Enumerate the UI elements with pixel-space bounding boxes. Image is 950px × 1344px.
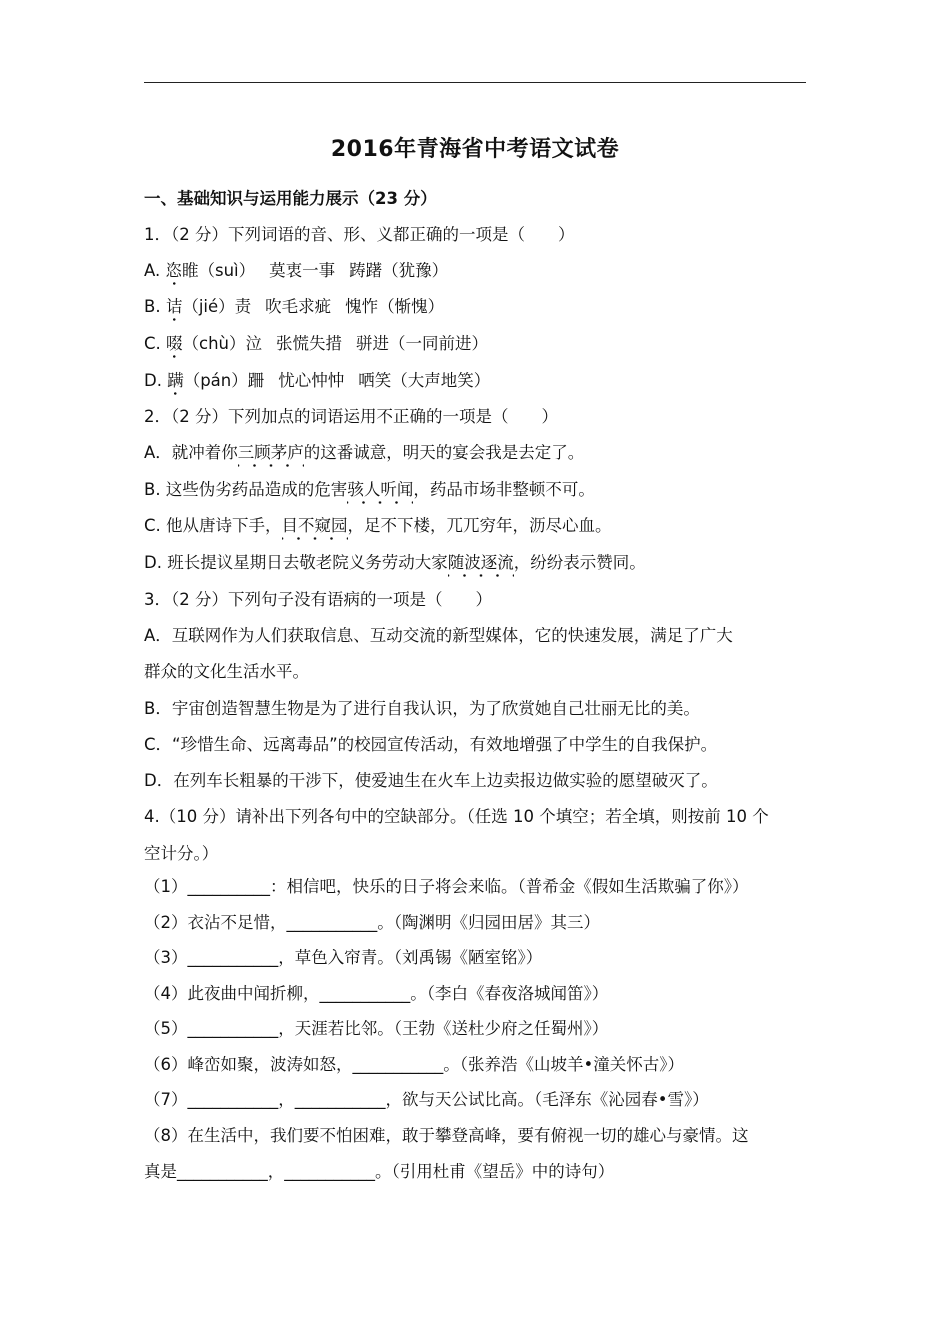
question-2-option-a	[144, 442, 814, 464]
option-word: 忧心忡忡	[278, 371, 345, 390]
option-label: C.	[144, 334, 167, 353]
option-word: 哂笑（大声地笑）	[358, 371, 491, 390]
option-word: 踌躇（犹豫）	[349, 261, 449, 280]
question-3-stem: 3．（2 分）下列句子没有语病的一项是（ ）	[144, 590, 492, 609]
dotted-phrase: 骇人听闻	[347, 480, 414, 499]
question-2-stem: 2．（2 分）下列加点的词语运用不正确的一项是（ ）	[144, 407, 558, 426]
question-1-option-d	[144, 370, 814, 392]
question-1-option-b	[144, 296, 814, 318]
fill-blank-item: （4）此夜曲中闻折柳，___________。（李白《春夜洛城闻笛》）	[144, 984, 609, 1003]
dotted-phrase: 目不窥园	[281, 516, 348, 535]
question-3-option-a-cont: 群众的文化生活水平。	[144, 662, 309, 681]
option-text: B. 这些伪劣药品造成的危害	[144, 480, 348, 499]
question-4-stem-cont: 空计分。）	[144, 844, 219, 863]
dotted-phrase: 三顾茅庐	[237, 443, 304, 462]
option-text: （pán）跚	[183, 371, 265, 390]
option-text: （chù）泣	[182, 334, 263, 353]
option-label: D.	[144, 371, 168, 390]
fill-blank-item: （6）峰峦如聚，波涛如怒，___________。（张养浩《山坡羊•潼关怀古》）	[144, 1055, 684, 1074]
option-label: B.	[144, 297, 166, 316]
fill-blank-item: （2）衣沾不足惜，___________。（陶渊明《归园田居》其三）	[144, 913, 600, 932]
dotted-phrase: 随波逐流	[447, 553, 514, 572]
fill-blank-item: （8）在生活中，我们要不怕困难，敢于攀登高峰，要有俯视一切的雄心与豪情。这	[144, 1126, 749, 1145]
option-text: （jié）责	[182, 297, 252, 316]
option-text: D. 班长提议星期日去敬老院义务劳动大家	[144, 553, 448, 572]
option-word: 吹毛求疵	[265, 297, 332, 316]
question-3-option-d: D．在列车长粗暴的干涉下，使爱迪生在火车上边卖报边做实验的愿望破灭了。	[144, 771, 718, 790]
option-text: 的这番诚意，明天的宴会我是去定了。	[303, 443, 585, 462]
question-3-option-a: A．互联网作为人们获取信息、互动交流的新型媒体，它的快速发展，满足了广大	[144, 626, 733, 645]
option-text: A．就冲着你	[144, 443, 238, 462]
option-word: 骈进（一同前进）	[356, 334, 489, 353]
question-2-option-c	[144, 515, 814, 537]
question-1-option-a	[144, 260, 814, 282]
option-label: A.	[144, 261, 166, 280]
option-text: C. 他从唐诗下手，	[144, 516, 282, 535]
option-text: 睢（suì）	[182, 261, 256, 280]
question-1-option-c	[144, 333, 814, 355]
question-1-stem: 1．（2 分）下列词语的音、形、义都正确的一项是（ ）	[144, 225, 575, 244]
dotted-char: 蹒	[167, 371, 184, 390]
option-word: 张慌失措	[276, 334, 343, 353]
dotted-char: 恣	[165, 261, 182, 280]
option-word: 愧怍（惭愧）	[345, 297, 445, 316]
question-2-option-d	[144, 552, 814, 574]
header-rule	[144, 82, 806, 83]
question-2-option-b	[144, 479, 814, 501]
question-3-option-c: C．“珍惜生命、远离毒品”的校园宣传活动，有效地增强了中学生的自我保护。	[144, 735, 718, 754]
option-text: ，足不下楼，兀兀穷年，沥尽心血。	[347, 516, 612, 535]
question-4-stem: 4.（10 分）请补出下列各句中的空缺部分。（任选 10 个填空；若全填，则按前 10 个	[144, 807, 769, 826]
dotted-char: 啜	[166, 334, 183, 353]
question-3-option-b: B．宇宙创造智慧生物是为了进行自我认识，为了欣赏她自己壮丽无比的美。	[144, 699, 700, 718]
page-title: 2016年青海省中考语文试卷	[330, 137, 620, 162]
fill-blank-item: （7）___________，___________，欲与天公试比高。（毛泽东《沁园春•雪》）	[144, 1090, 709, 1109]
option-text: ，纷纷表示赞同。	[513, 553, 646, 572]
fill-blank-item: （3）___________，草色入帘青。（刘禹锡《陋室铭》）	[144, 948, 543, 967]
dotted-char: 诘	[165, 297, 183, 316]
fill-blank-item: 真是___________，___________。（引用杜甫《望岳》中的诗句）	[144, 1162, 615, 1181]
section-heading: 一、基础知识与运用能力展示（23 分）	[144, 189, 437, 208]
option-word: 莫衷一事	[269, 261, 336, 280]
fill-blank-item: （1）__________：相信吧，快乐的日子将会来临。（普希金《假如生活欺骗了你》）	[144, 877, 749, 896]
option-text: ，药品市场非整顿不可。	[413, 480, 595, 499]
fill-blank-item: （5）___________，天涯若比邻。（王勃《送杜少府之任蜀州》）	[144, 1019, 609, 1038]
